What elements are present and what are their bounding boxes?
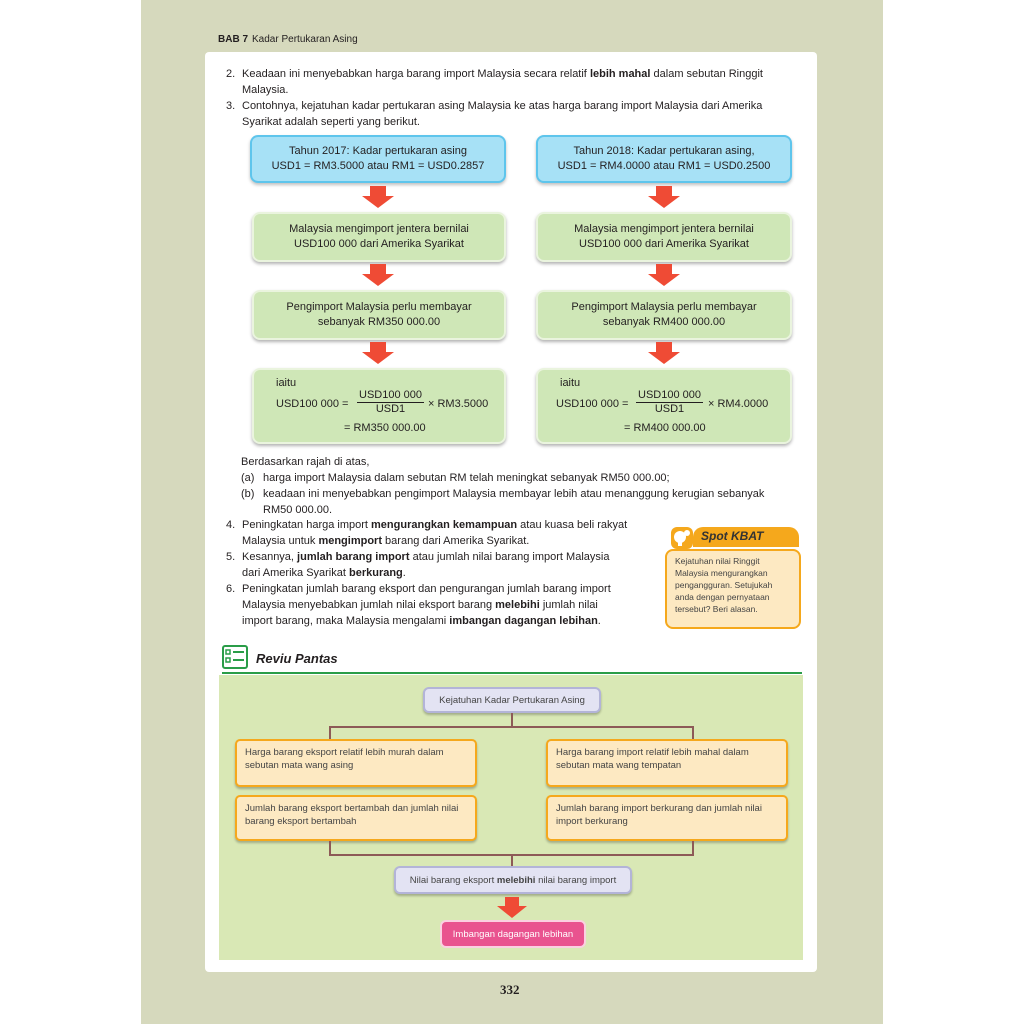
down-arrow-icon: [360, 342, 396, 364]
paragraph-5: 5. Kesannya, jumlah barang import atau jumlah nilai barang import Malaysia dari Amerika Syarikat berkurang.: [226, 551, 610, 579]
import-machine-box: [252, 212, 506, 262]
bold-text: lebih mahal: [589, 68, 651, 80]
payment-box: [536, 290, 792, 340]
connector-line: [329, 726, 694, 728]
paragraph-number: 5.: [226, 551, 236, 563]
bold-text: mengimport: [318, 535, 382, 547]
down-arrow-icon: [646, 186, 682, 208]
paragraph-number: 6.: [226, 583, 236, 595]
down-arrow-icon: [646, 342, 682, 364]
box-text: USD1 = RM4.0000 atau RM1 = USD0.2500: [557, 160, 771, 172]
box-text: Tahun 2017: Kadar pertukaran asing: [289, 145, 467, 157]
box-text: Pengimport Malaysia perlu membayar: [571, 301, 757, 313]
fraction-numerator: USD100 000: [638, 389, 701, 401]
fraction-denominator: USD1: [654, 403, 685, 415]
text: Syarikat adalah seperti yang berikut.: [242, 116, 420, 128]
import-machine-box: [536, 212, 792, 262]
calc-multiplier: × RM4.0000: [708, 398, 769, 410]
review-bottom-box: Nilai barang eksport melebihi nilai barang import: [394, 866, 632, 894]
payment-box: [252, 290, 506, 340]
box-text: Pengimport Malaysia perlu membayar: [286, 301, 472, 313]
paragraph-number: 3.: [226, 100, 236, 112]
lightbulb-icon: [669, 525, 697, 553]
text: keadaan ini menyebabkan pengimport Malaysia membayar lebih atau menanggung kerugian sebanyak: [263, 488, 765, 500]
rate-2018-box: [536, 135, 792, 183]
summary-item-b: [241, 486, 806, 518]
paragraph-2: [226, 66, 806, 98]
bold-text: melebihi: [495, 599, 540, 611]
down-arrow-icon: [646, 264, 682, 286]
page-number: 332: [500, 982, 520, 997]
box-text: USD1 = RM3.5000 atau RM1 = USD0.2857: [271, 160, 485, 172]
connector-line: [329, 841, 331, 855]
down-arrow-icon: [360, 264, 396, 286]
checklist-icon: [222, 645, 248, 669]
text: Malaysia.: [242, 84, 289, 96]
calc-label: iaitu: [276, 377, 297, 389]
divider: [222, 672, 802, 674]
review-right-box-2: Jumlah barang import berkurang dan jumlah nilai import berkurang: [546, 795, 788, 841]
calc-result: = RM400 000.00: [624, 422, 706, 434]
review-left-box-2: Jumlah barang eksport bertambah dan jumlah nilai barang eksport bertambah: [235, 795, 477, 841]
fraction: [357, 389, 424, 416]
box-text: sebanyak RM400 000.00: [602, 316, 726, 328]
text: Keadaan ini menyebabkan harga barang import Malaysia secara relatif: [242, 68, 590, 80]
summary-intro: Berdasarkan rajah di atas,: [241, 456, 370, 468]
chapter-header: [218, 34, 358, 45]
review-title: Reviu Pantas: [256, 651, 338, 666]
text: dalam sebutan Ringgit: [650, 68, 763, 80]
bold-text: imbangan dagangan lebihan: [449, 615, 598, 627]
review-left-box-1: Harga barang eksport relatif lebih murah dalam sebutan mata wang asing: [235, 739, 477, 787]
review-right-box-1: Harga barang import relatif lebih mahal dalam sebutan mata wang tempatan: [546, 739, 788, 787]
box-text: Malaysia mengimport jentera bernilai: [289, 223, 469, 235]
calculation-box: [252, 368, 506, 444]
paragraph-number: 4.: [226, 519, 236, 531]
calculation-box: [536, 368, 792, 444]
paragraph-3: [226, 98, 806, 130]
paragraph-6: 6. Peningkatan jumlah barang eksport dan pengurangan jumlah barang import Malaysia menyebabkan jumlah nilai eksport barang melebihi jumlah nilai import barang, maka Malaysia mengalami imbangan dagangan lebihan.: [226, 583, 611, 627]
connector-line: [329, 726, 331, 739]
fraction: [636, 389, 703, 416]
bold-text: berkurang: [348, 567, 403, 579]
text: harga import Malaysia dalam sebutan RM telah meningkat sebanyak RM50 000.00;: [263, 472, 670, 484]
box-text: USD100 000 dari Amerika Syarikat: [579, 238, 749, 250]
down-arrow-icon: [495, 897, 529, 919]
item-label: (a): [241, 472, 255, 484]
calc-lhs: USD100 000 =: [556, 398, 629, 410]
box-text: Malaysia mengimport jentera bernilai: [574, 223, 754, 235]
kbat-box: Kejatuhan nilai Ringgit Malaysia mengurangkan pengangguran. Setujukah anda dengan pernyataan tersebut? Beri alasan.: [665, 549, 801, 629]
chapter-title: Kadar Pertukaran Asing: [252, 34, 358, 45]
box-text: sebanyak RM350 000.00: [317, 316, 441, 328]
review-final-box: Imbangan dagangan lebihan: [440, 920, 586, 948]
paragraph-number: 2.: [226, 68, 236, 80]
connector-line: [692, 841, 694, 855]
calc-lhs: USD100 000 =: [276, 398, 349, 410]
chapter-number: BAB 7: [218, 34, 249, 45]
spot-kbat-callout: [665, 525, 803, 630]
kbat-title: Spot KBAT: [701, 529, 764, 543]
review-top-box: Kejatuhan Kadar Pertukaran Asing: [423, 687, 601, 713]
item-label: (b): [241, 488, 255, 500]
fraction-numerator: USD100 000: [359, 389, 422, 401]
summary-item-a: [241, 470, 806, 486]
connector-line: [511, 854, 513, 866]
text: Contohnya, kejatuhan kadar pertukaran asing Malaysia ke atas harga barang import Malaysia dari Amerika: [242, 100, 763, 112]
connector-line: [511, 713, 513, 727]
fraction-denominator: USD1: [375, 403, 406, 415]
box-text: Tahun 2018: Kadar pertukaran asing,: [573, 145, 755, 157]
review-diagram: [219, 675, 803, 960]
connector-line: [692, 726, 694, 739]
paragraph-4: 4. Peningkatan harga import mengurangkan kemampuan atau kuasa beli rakyat Malaysia untuk mengimport barang dari Amerika Syarikat.: [226, 519, 628, 547]
bold-text: mengurangkan kemampuan: [371, 519, 518, 531]
down-arrow-icon: [360, 186, 396, 208]
rate-2017-box: [250, 135, 506, 183]
calc-label: iaitu: [560, 377, 581, 389]
box-text: USD100 000 dari Amerika Syarikat: [294, 238, 464, 250]
review-header: [222, 645, 802, 673]
calc-result: = RM350 000.00: [344, 422, 426, 434]
text: RM50 000.00.: [263, 504, 333, 516]
calc-multiplier: × RM3.5000: [428, 398, 489, 410]
bold-text: jumlah barang import: [297, 551, 410, 563]
